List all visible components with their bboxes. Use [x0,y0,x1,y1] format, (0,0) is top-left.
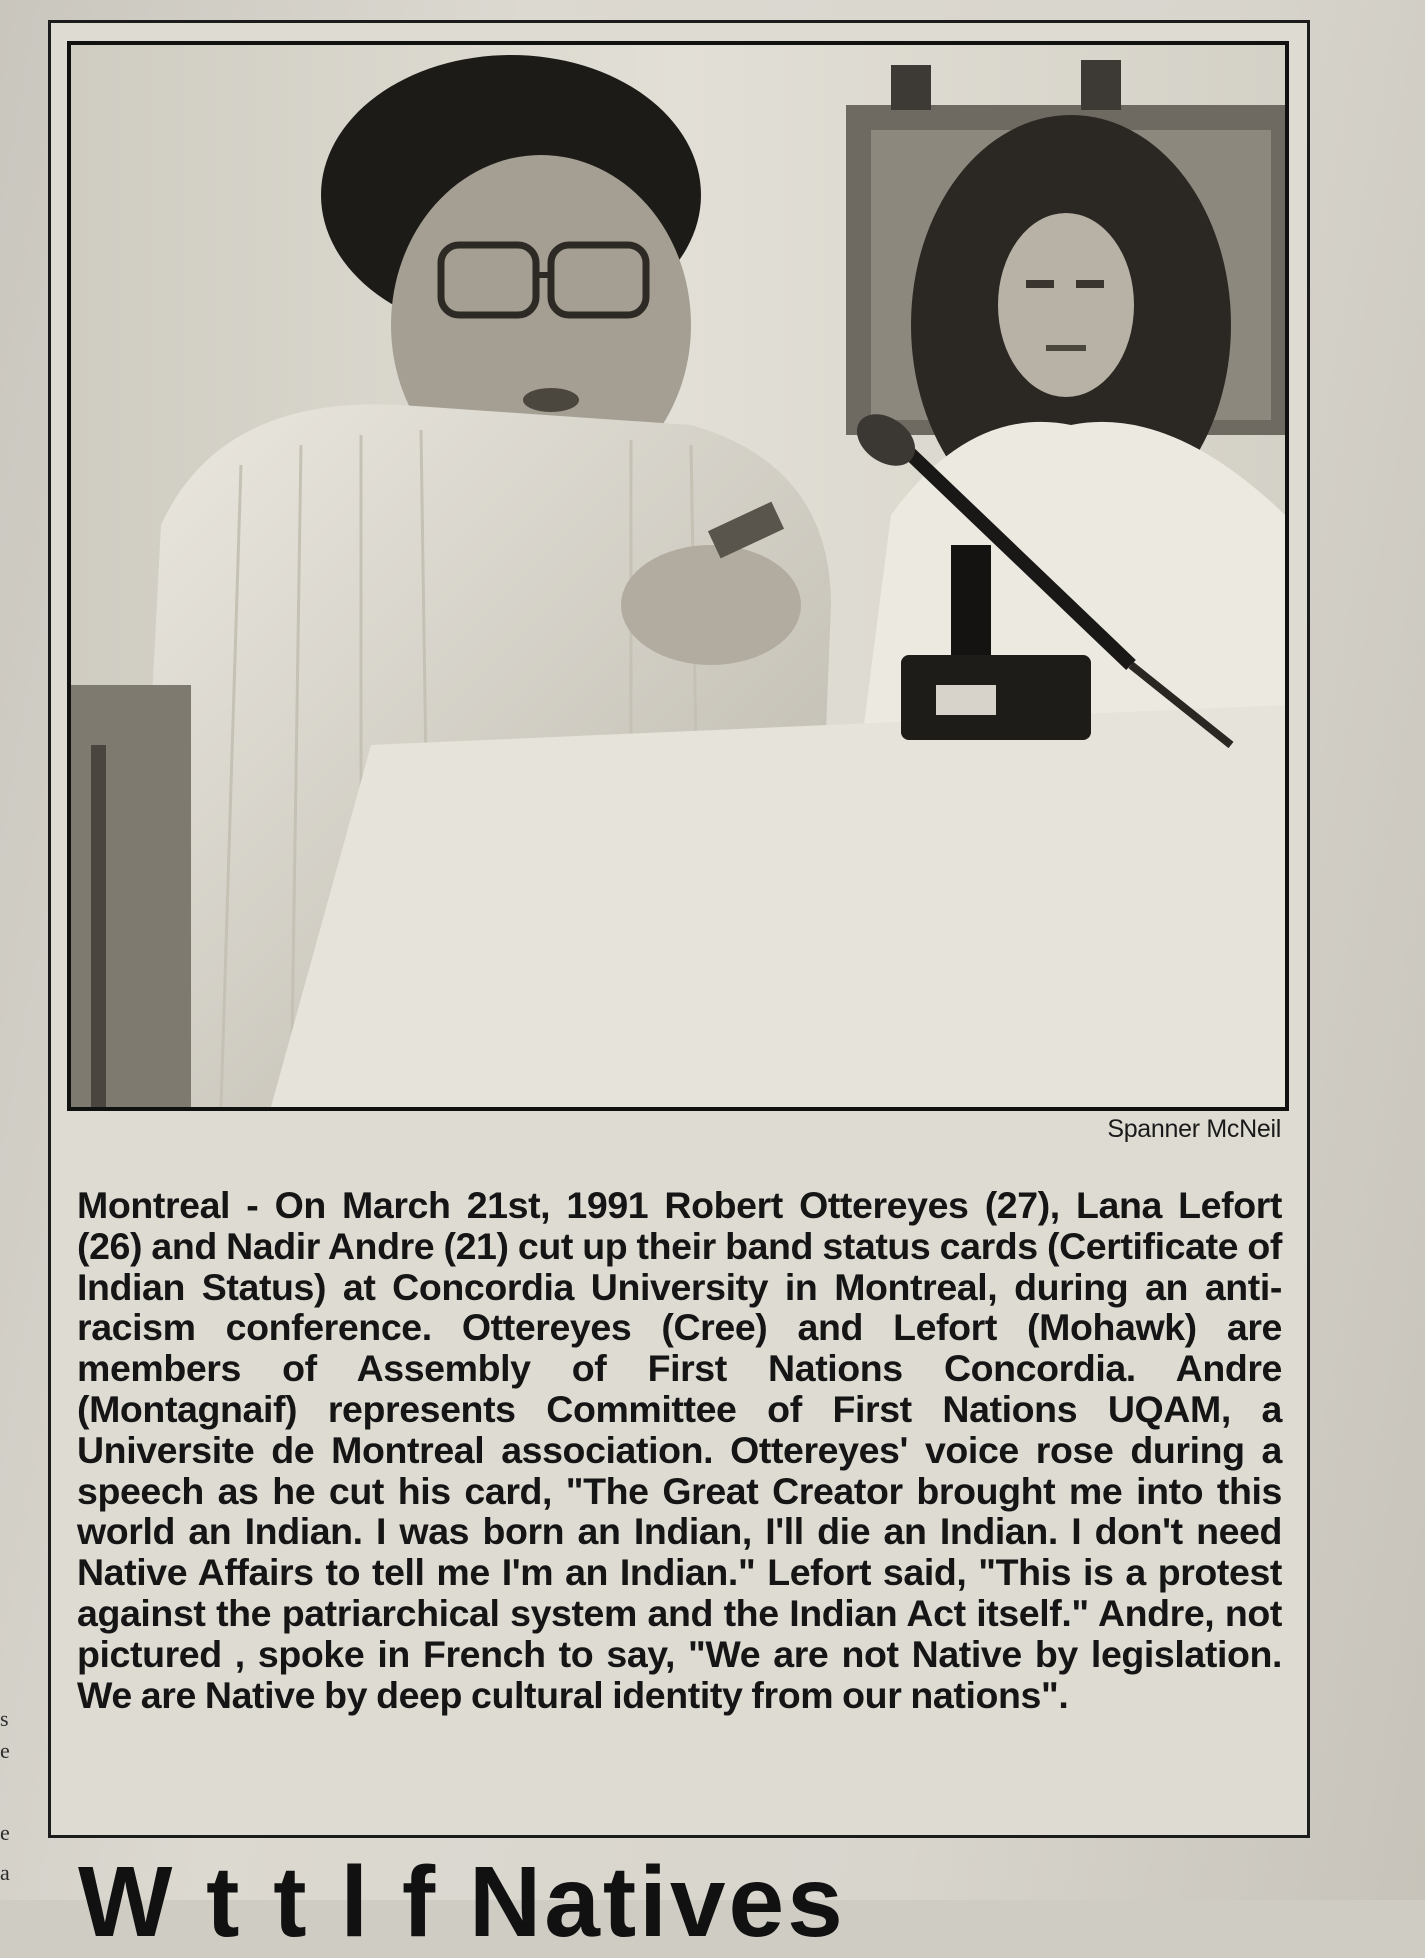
margin-fragment: a [0,1860,10,1885]
next-article-headline: W t t l f Natives [78,1846,846,1958]
article-box [48,20,1310,1838]
photo-credit: Spanner McNeil [1107,1115,1281,1143]
margin-fragment: s [0,1706,9,1731]
margin-fragment: e [0,1820,10,1845]
press-photo [67,41,1289,1111]
press-conference-photo-icon [71,45,1285,1107]
margin-fragment: e [0,1738,10,1763]
article-caption: Montreal - On March 21st, 1991 Robert Ottereyes (27), Lana Lefort (26) and Nadir Andre (21) cut up their band status cards (Certificate of Indian Status) at Concordia University in Montreal, during an anti-racism conference. Ottereyes (Cree) and Lefort (Mohawk) are members of Assembly of First Nations Concordia. Andre (Montagnaif) represents Committee of First Nations UQAM, a Universite de Montreal association. Ottereyes' voice rose during a speech as he cut his card, "The Great Creator brought me into this world an Indian. I was born an Indian, I'll die an Indian. I don't need Native Affairs to tell me I'm an Indian." Lefort said, "This is a protest against the patriarchical system and the Indian Act itself." Andre, not pictured , spoke in French to say, "We are not Native by legislation. We are Native by deep cultural identity from our nations". [77,1184,1282,1716]
